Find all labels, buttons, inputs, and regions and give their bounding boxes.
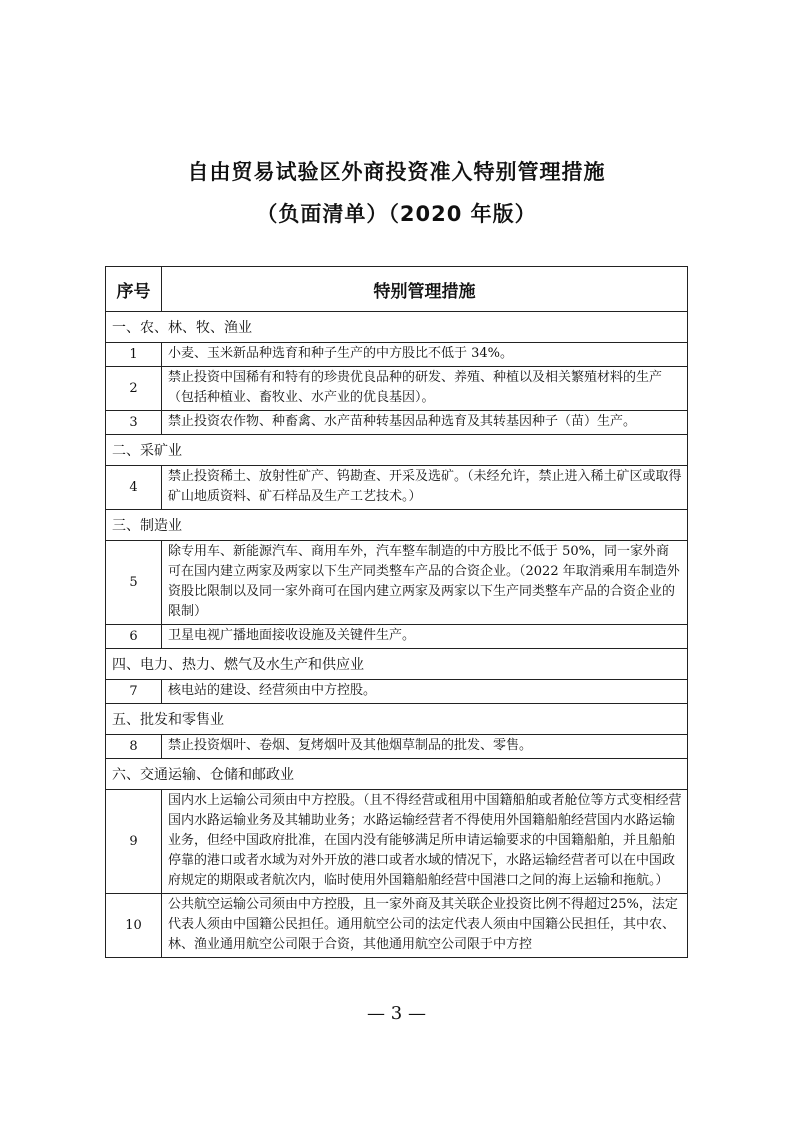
section-title: 六、交通运输、仓储和邮政业 — [106, 759, 688, 790]
table-row — [106, 894, 688, 958]
table-row — [106, 466, 688, 510]
row-number: 2 — [106, 367, 162, 411]
row-number: 9 — [106, 790, 162, 894]
row-measure: 除专用车、新能源汽车、商用车外，汽车整车制造的中方股比不低于 50%，同一家外商可在国内建立两家及两家以下生产同类整车产品的合资企业。（2022 年取消乘用车制造外资股比限制以及同一家外商可在国内建立两家及两家以下生产同类整车产品的合资企业的限制） — [162, 541, 688, 625]
section-row — [106, 510, 688, 541]
row-number: 5 — [106, 541, 162, 625]
row-measure: 禁止投资烟叶、卷烟、复烤烟叶及其他烟草制品的批发、零售。 — [162, 735, 688, 759]
row-measure: 禁止投资农作物、种畜禽、水产苗种转基因品种选育及其转基因种子（苗）生产。 — [162, 411, 688, 435]
row-measure: 小麦、玉米新品种选育和种子生产的中方股比不低于 34%。 — [162, 343, 688, 367]
row-measure: 禁止投资中国稀有和特有的珍贵优良品种的研发、养殖、种植以及相关繁殖材料的生产（包括种植业、畜牧业、水产业的优良基因）。 — [162, 367, 688, 411]
row-measure: 公共航空运输公司须由中方控股，且一家外商及其关联企业投资比例不得超过25%，法定代表人须由中国籍公民担任。通用航空公司的法定代表人须由中国籍公民担任，其中农、林、渔业通用航空公司限于合资，其他通用航空公司限于中方控 — [162, 894, 688, 958]
header-measure: 特别管理措施 — [162, 267, 688, 312]
table-row — [106, 735, 688, 759]
row-number: 3 — [106, 411, 162, 435]
section-row — [106, 759, 688, 790]
table-header-row — [106, 267, 688, 312]
table-row — [106, 790, 688, 894]
row-measure: 禁止投资稀土、放射性矿产、钨勘查、开采及选矿。（未经允许，禁止进入稀土矿区或取得矿山地质资料、矿石样品及生产工艺技术。） — [162, 466, 688, 510]
table-row — [106, 411, 688, 435]
section-title: 一、农、林、牧、渔业 — [106, 312, 688, 343]
row-number: 8 — [106, 735, 162, 759]
row-measure: 核电站的建设、经营须由中方控股。 — [162, 680, 688, 704]
row-number: 6 — [106, 625, 162, 649]
page-number: — 3 — — [367, 1003, 426, 1024]
section-row — [106, 312, 688, 343]
row-number: 10 — [106, 894, 162, 958]
section-title: 五、批发和零售业 — [106, 704, 688, 735]
section-title: 二、采矿业 — [106, 435, 688, 466]
row-number: 7 — [106, 680, 162, 704]
row-number: 4 — [106, 466, 162, 510]
row-number: 1 — [106, 343, 162, 367]
row-measure: 卫星电视广播地面接收设施及关键件生产。 — [162, 625, 688, 649]
table-row — [106, 625, 688, 649]
table-row — [106, 541, 688, 625]
table-row — [106, 343, 688, 367]
table-row — [106, 367, 688, 411]
document-title: 自由贸易试验区外商投资准入特别管理措施 — [187, 160, 606, 184]
section-row — [106, 435, 688, 466]
section-row — [106, 704, 688, 735]
table-row — [106, 680, 688, 704]
section-title: 四、电力、热力、燃气及水生产和供应业 — [106, 649, 688, 680]
document-subtitle: （负面清单）（2020 年版） — [256, 202, 537, 226]
header-no: 序号 — [106, 267, 162, 312]
row-measure: 国内水上运输公司须由中方控股。（且不得经营或租用中国籍船舶或者舱位等方式变相经营国内水路运输业务及其辅助业务；水路运输经营者不得使用外国籍船舶经营国内水路运输业务，但经中国政府批准，在国内没有能够满足所申请运输要求的中国籍船舶，并且船舶停靠的港口或者水域为对外开放的港口或者水域的情况下，水路运输经营者可以在中国政府规定的期限或者航次内，临时使用外国籍船舶经营中国港口之间的海上运输和拖航。） — [162, 790, 688, 894]
section-title: 三、制造业 — [106, 510, 688, 541]
measures-table — [105, 266, 688, 958]
section-row — [106, 649, 688, 680]
